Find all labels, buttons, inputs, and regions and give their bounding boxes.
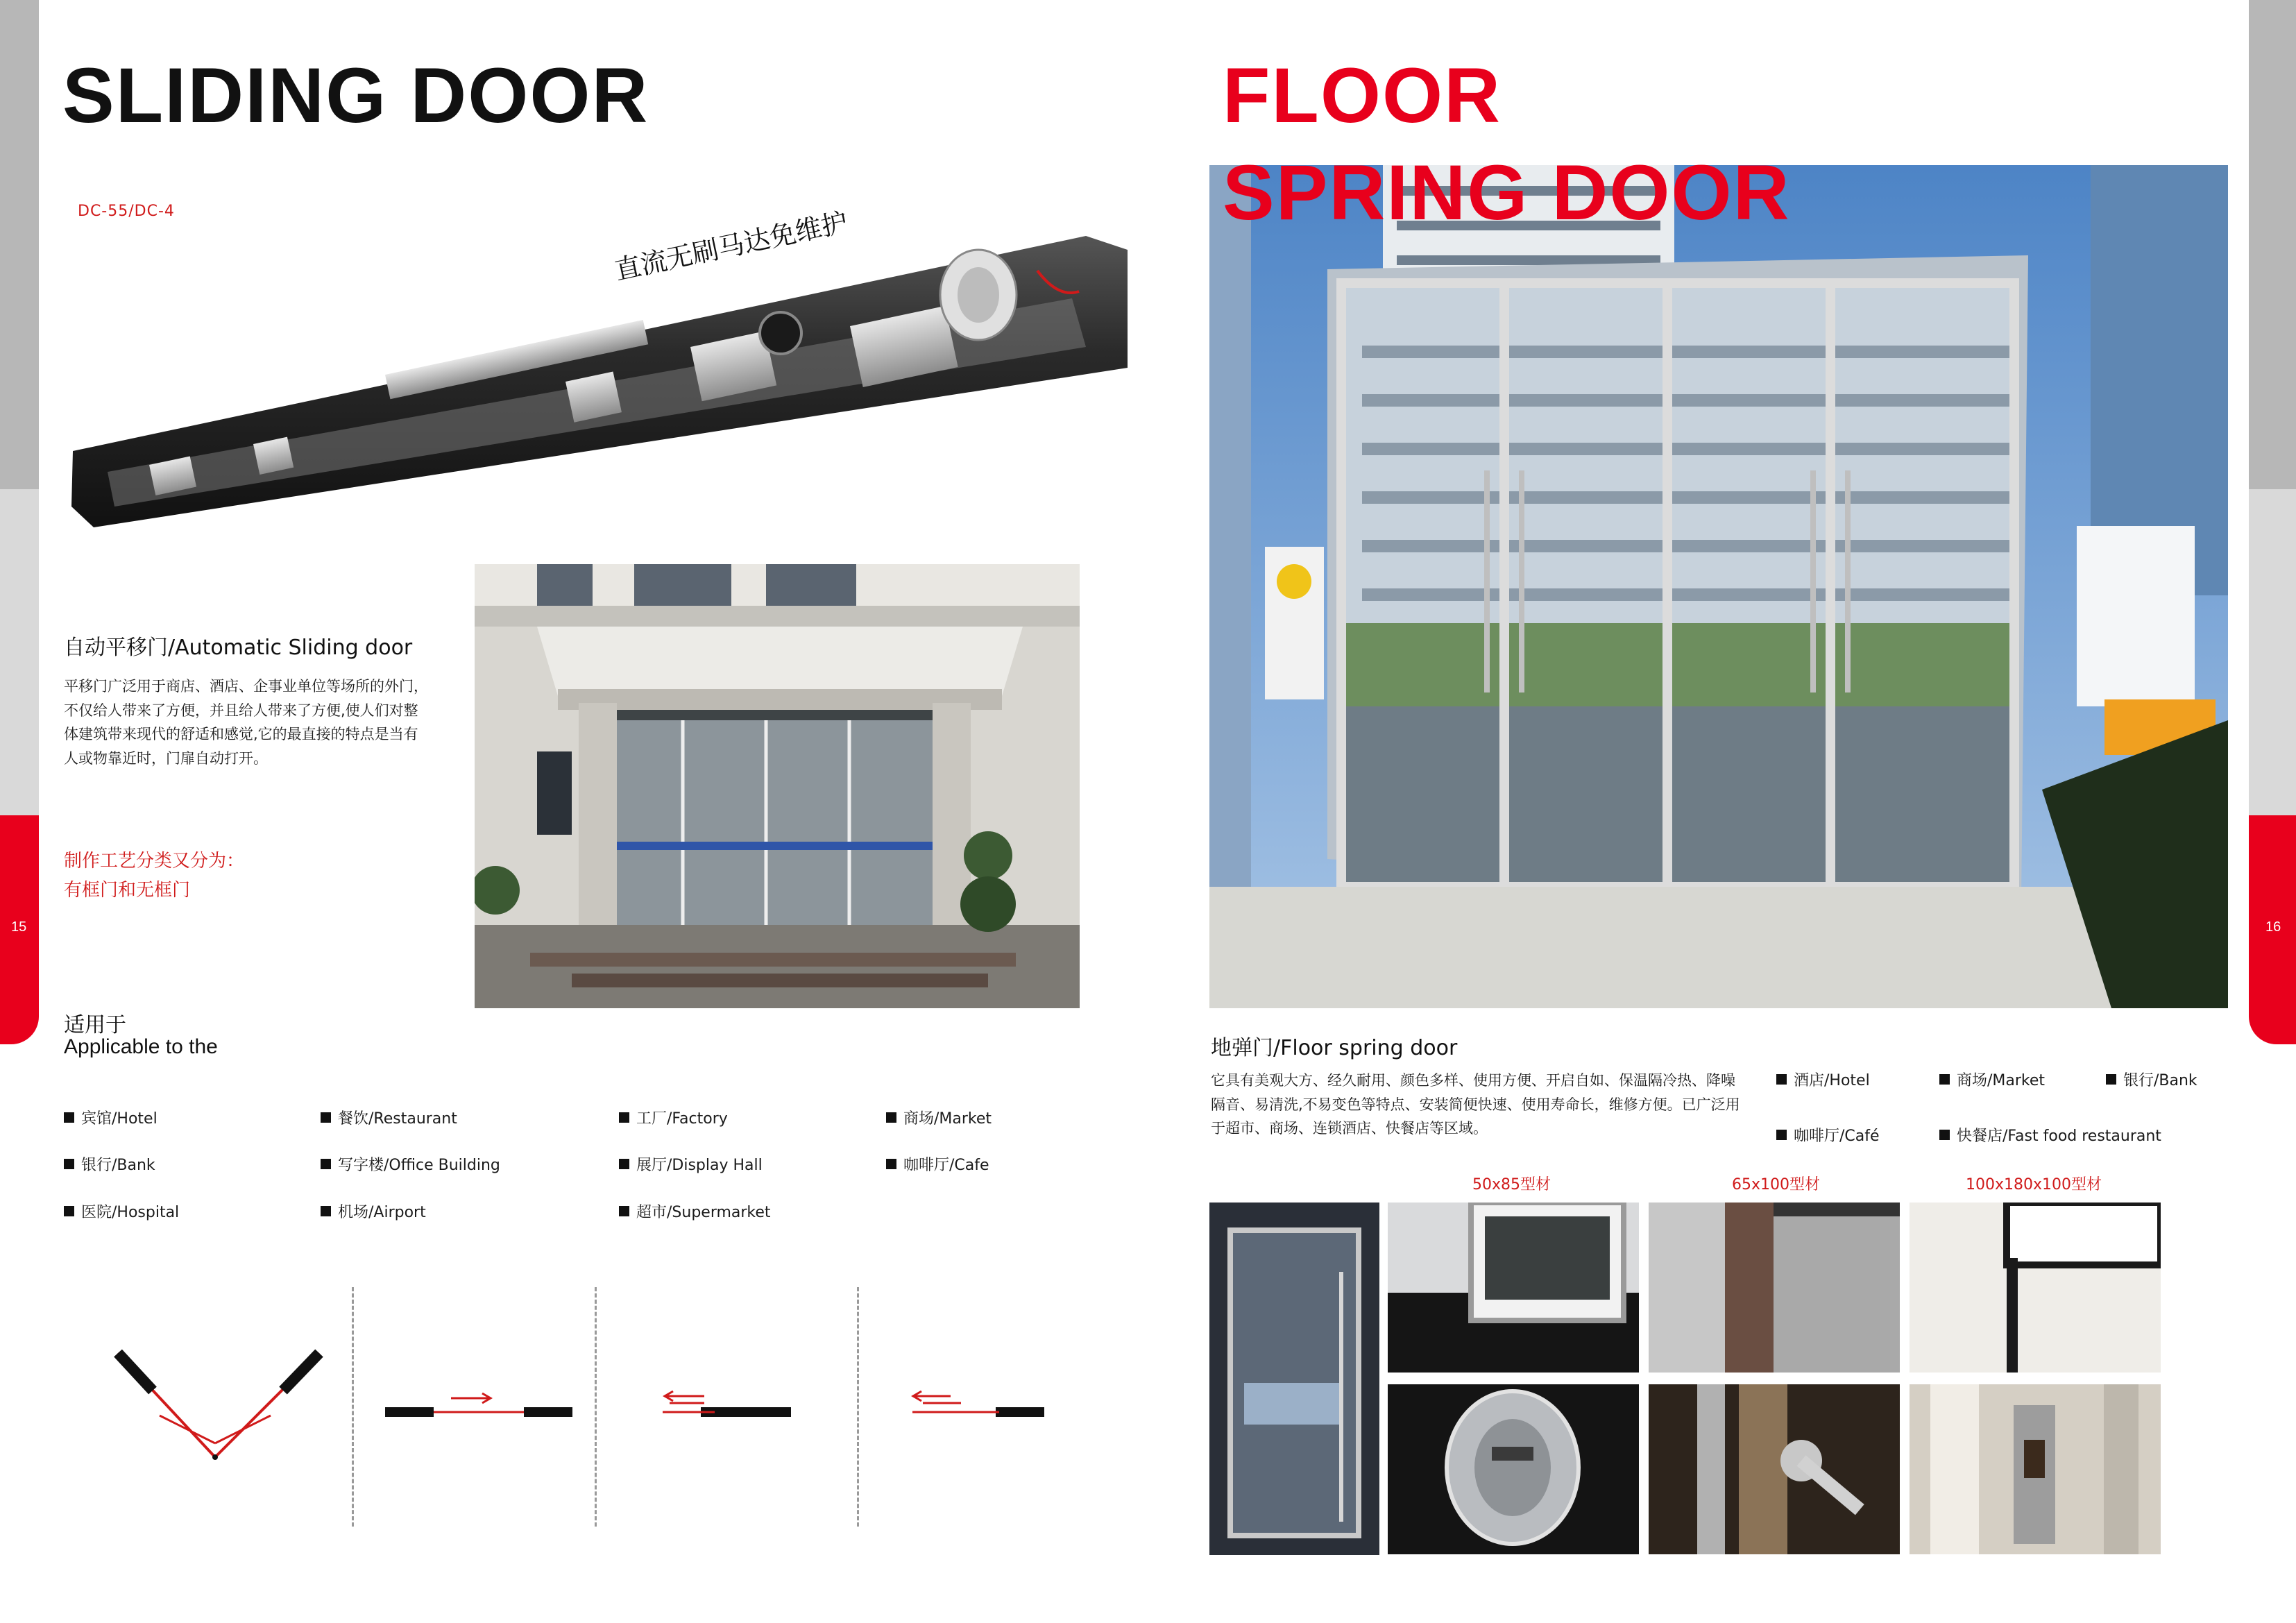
divider-line	[352, 1287, 354, 1527]
application-item: 银行/Bank	[2106, 1069, 2197, 1090]
model-number: DC-55/DC-4	[78, 203, 175, 220]
bullet-icon	[64, 1206, 74, 1216]
application-item: 医院/Hospital	[64, 1200, 179, 1222]
bullet-icon	[321, 1206, 331, 1216]
double-slide-door-icon	[659, 1388, 798, 1429]
telescopic-slide-door-icon	[909, 1388, 1048, 1429]
applicable-en: Applicable to the	[64, 1035, 218, 1058]
page-title-floor: FLOOR	[1223, 52, 1502, 139]
application-item: 写字楼/Office Building	[321, 1153, 500, 1175]
bullet-icon	[886, 1159, 896, 1169]
floor-spring-latch-photo	[1910, 1384, 2161, 1554]
bullet-icon	[1776, 1130, 1787, 1140]
profile-65x100-photo	[1649, 1203, 1900, 1373]
page-number-left: 15	[11, 919, 27, 935]
application-item: 咖啡厅/Café	[1776, 1124, 1880, 1146]
profile-label: 65x100型材	[1732, 1176, 1821, 1193]
applicable-cn: 适用于	[64, 1013, 126, 1037]
application-item: 超市/Supermarket	[619, 1200, 771, 1222]
page-number-right: 16	[2265, 919, 2281, 935]
bullet-icon	[619, 1206, 629, 1216]
bullet-icon	[1939, 1130, 1950, 1140]
right-edge-tab-light	[2249, 489, 2296, 815]
profile-100x180-photo	[1910, 1203, 2161, 1373]
application-item: 餐饮/Restaurant	[321, 1107, 457, 1128]
floor-spring-description: 它具有美观大方、经久耐用、颜色多样、使用方便、开启自如、保温隔冷热、降噪隔音、易清洗,不易变色等特点、安装简便快速、使用寿命长，维修方便。已广泛用于超市、商场、连锁酒店、快餐店等区域。	[1211, 1072, 1740, 1137]
page-title-sliding-door: SLIDING DOOR	[62, 52, 649, 139]
application-item: 宾馆/Hotel	[64, 1107, 158, 1128]
divider-line	[595, 1287, 597, 1527]
bullet-icon	[619, 1159, 629, 1169]
application-item: 商场/Market	[1939, 1069, 2045, 1090]
application-item: 银行/Bank	[64, 1153, 155, 1175]
process-line-1: 制作工艺分类又分为：	[64, 851, 245, 872]
glass-door-photo	[1209, 165, 2228, 1008]
storefront-photo	[475, 564, 1080, 1008]
section-title-floor-spring: 地弹门/Floor spring door	[1211, 1036, 1458, 1060]
application-item: 展厅/Display Hall	[619, 1153, 763, 1175]
application-item: 商场/Market	[886, 1107, 992, 1128]
bullet-icon	[1939, 1074, 1950, 1085]
single-slide-door-icon	[382, 1388, 576, 1429]
bullet-icon	[321, 1112, 331, 1123]
bullet-icon	[886, 1112, 896, 1123]
application-item: 酒店/Hotel	[1776, 1069, 1870, 1090]
mechanism-photo	[66, 229, 1148, 541]
application-item: 快餐店/Fast food restaurant	[1939, 1124, 2161, 1146]
left-page-tab	[0, 815, 39, 1044]
right-edge-tab-grey	[2249, 0, 2296, 489]
left-edge-tab-grey	[0, 0, 39, 489]
bullet-icon	[1776, 1074, 1787, 1085]
divider-line	[857, 1287, 859, 1527]
application-item: 咖啡厅/Cafe	[886, 1153, 989, 1175]
profile-50x85-photo	[1388, 1203, 1639, 1373]
page-title-spring-door: SPRING DOOR	[1223, 149, 1791, 236]
bi-fold-door-icon	[111, 1339, 326, 1471]
application-item: 工厂/Factory	[619, 1107, 728, 1128]
profile-label: 50x85型材	[1472, 1176, 1551, 1193]
lock-photo	[1388, 1384, 1639, 1554]
motor-caption: 直流无刷马达免维护	[611, 206, 851, 286]
left-edge-tab-light	[0, 489, 39, 815]
bullet-icon	[64, 1112, 74, 1123]
section-title-sliding: 自动平移门/Automatic Sliding door	[64, 636, 413, 660]
process-line-2: 有框门和无框门	[64, 880, 191, 901]
door-interior-photo	[1209, 1203, 1379, 1555]
bullet-icon	[2106, 1074, 2116, 1085]
application-item: 机场/Airport	[321, 1200, 426, 1222]
bullet-icon	[619, 1112, 629, 1123]
sliding-description: 平移门广泛用于商店、酒店、企事业单位等场所的外门，不仅给人带来了方便，并且给人带来了方便,使人们对整体建筑带来现代的舒适和感觉,它的最直接的特点是当有人或物靠近时，门扉自动打开。	[64, 678, 428, 767]
bullet-icon	[64, 1159, 74, 1169]
profile-label: 100x180x100型材	[1966, 1176, 2102, 1193]
right-page-tab	[2249, 815, 2296, 1044]
key-photo	[1649, 1384, 1900, 1554]
bullet-icon	[321, 1159, 331, 1169]
